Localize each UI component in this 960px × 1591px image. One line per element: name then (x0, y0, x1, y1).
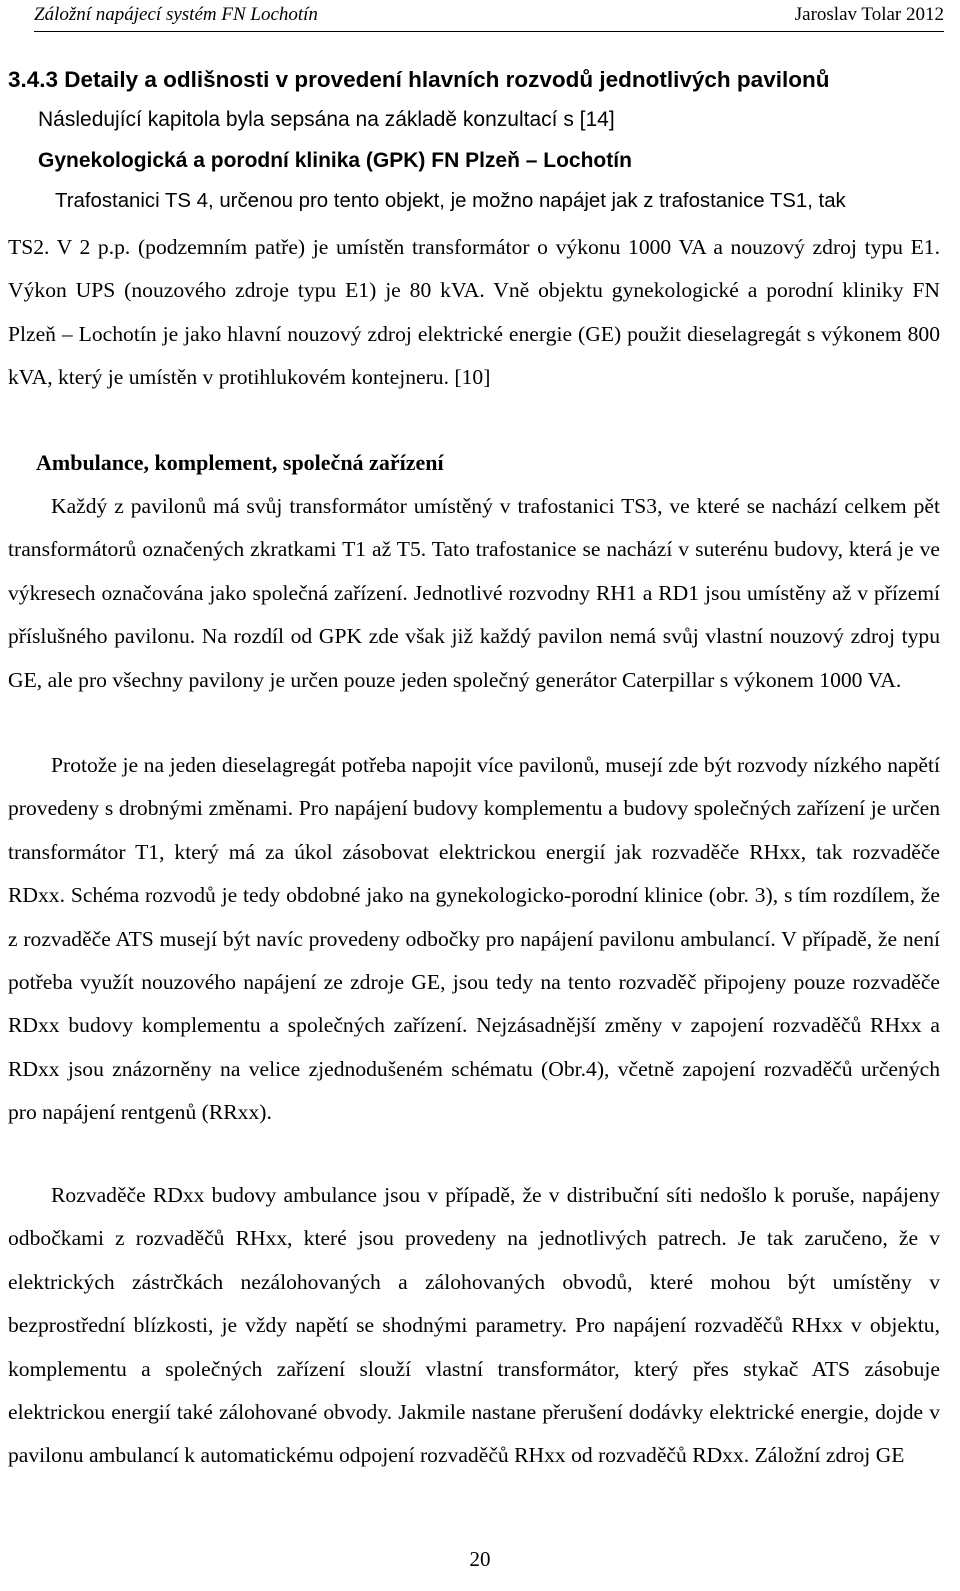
ambulance-heading: Ambulance, komplement, společná zařízení (36, 450, 444, 475)
gpk-heading: Gynekologická a porodní klinika (GPK) FN Plzeň – Lochotín (38, 149, 632, 172)
ambulance-paragraph-1: Každý z pavilonů má svůj transformátor umístěný v trafostanici TS3, ve které se nachází celkem pět transformátorů označených zkratkami T1 až T5. Tato trafostanice se nachází v suterénu budovy, která je ve výkresech označována jako společná zařízení. Jednotlivé rozvodny RH1 a RD1 jsou umístěny až v přízemí příslušného pavilonu. Na rozdíl od GPK zde však již každý pavilon nemá svůj vlastní nouzový zdroj typu GE, ale pro všechny pavilony je určen pouze jeden společný generátor Caterpillar s výkonem 1000 VA. (8, 494, 940, 692)
ambulance-paragraph-2: Protože je na jeden dieselagregát potřeba napojit více pavilonů, musejí zde být rozvody nízkého napětí provedeny s drobnými změnami. Pro napájení budovy komplementu a budovy společných zařízení je určen transformátor T1, který má za úkol zásobovat elektrickou energií jak rozvaděče RHxx, tak rozvaděče RDxx. Schéma rozvodů je tedy obdobné jako na gynekologicko-porodní klinice (obr. 3), s tím rozdílem, že z rozvaděče ATS musejí být navíc provedeny odbočky pro napájení pavilonu ambulancí. V případě, že není potřeba využít nouzového napájení ze zdroje GE, jsou tedy na tento rozvaděč připojeny pouze rozvaděče RDxx budovy komplementu a společných zařízení. Nejzásadnější změny v zapojení rozvaděčů RHxx a RDxx jsou znázorněny na velice zjednodušeném schématu (Obr.4), včetně zapojení rozvaděčů určených pro napájení rentgenů (RRxx). (8, 753, 940, 1125)
page-number: 20 (469, 1547, 491, 1571)
running-header (34, 0, 944, 32)
gpk-paragraph-first-line: Trafostanici TS 4, určenou pro tento objekt, je možno napájet jak z trafostanice TS1, tak (55, 190, 846, 212)
ambulance-paragraph-3: Rozvaděče RDxx budovy ambulance jsou v případě, že v distribuční síti nedošlo k poruše, napájeny odbočkami z rozvaděčů RHxx, které jsou provedeny na jednotlivých patrech. Je tak zaručeno, že v elektrických zástrčkách nezálohovaných a zálohovaných obvodů, které mohou být umístěny v bezprostřední blízkosti, je vždy napětí se shodnými parametry. Pro napájení rozvaděčů RHxx v objektu, komplementu a společných zařízení slouží vlastní transformátor, který přes stykač ATS zásobuje elektrickou energií také zálohované obvody. Jakmile nastane přerušení dodávky elektrické energie, dojde v pavilonu ambulancí k automatickému odpojení rozvaděčů RHxx od rozvaděčů RDxx. Záložní zdroj GE (8, 1183, 940, 1468)
section-intro: Následující kapitola byla sepsána na základě konzultací s [14] (38, 108, 615, 131)
section-heading: 3.4.3 Detaily a odlišnosti v provedení hlavních rozvodů jednotlivých pavilonů (8, 67, 830, 92)
header-author-year: Jaroslav Tolar 2012 (794, 4, 944, 25)
header-document-title: Záložní napájecí systém FN Lochotín (34, 4, 318, 25)
gpk-paragraph: TS2. V 2 p.p. (podzemním patře) je umístěn transformátor o výkonu 1000 VA a nouzový zdroj typu E1. Výkon UPS (nouzového zdroje typu E1) je 80 kVA. Vně objektu gynekologické a porodní kliniky FN Plzeň – Lochotín je jako hlavní nouzový zdroj elektrické energie (GE) použit dieselagregát s výkonem 800 kVA, který je umístěn v protihlukovém kontejneru. [10] (8, 235, 940, 390)
